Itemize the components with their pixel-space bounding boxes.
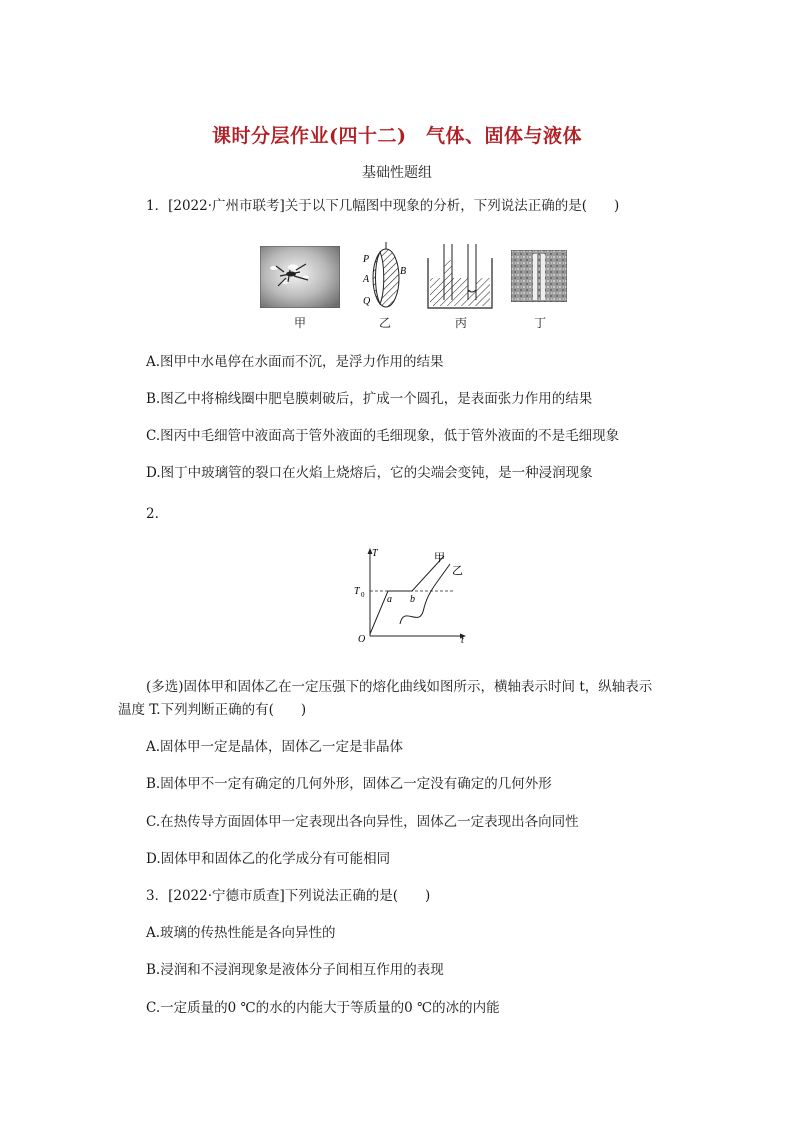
curve-yi — [400, 564, 450, 624]
q1-option-a: A.图甲中水黾停在水面而不沉，是浮力作用的结果 — [146, 354, 444, 370]
q3-option-c: C.一定质量的0 ℃的水的内能大于等质量的0 ℃的冰的内能 — [146, 1000, 500, 1016]
t0-label: T — [354, 586, 360, 597]
section-heading: 基础性题组 — [362, 165, 432, 181]
figure-label-jia: 甲 — [294, 316, 307, 330]
x-axis-label: t — [461, 635, 464, 644]
figure-jia-photo — [260, 246, 340, 308]
q1-option-d: D.图丁中玻璃管的裂口在火焰上烧熔后，它的尖端会变钝，是一种浸润现象 — [146, 465, 593, 481]
question-2-stem-line2: 温度 T.下列判断正确的有( ) — [118, 702, 307, 718]
origin-label: O — [358, 634, 366, 644]
yi-label-b: B — [400, 266, 407, 277]
q2-option-d: D.固体甲和固体乙的化学成分有可能相同 — [146, 851, 391, 867]
figure-yi-soap-film-ring — [360, 242, 410, 312]
t0-subscript: 0 — [361, 591, 365, 599]
yi-label-p: P — [363, 254, 370, 265]
q1-option-c: C.图丙中毛细管中液面高于管外液面的毛细现象，低于管外液面的不是毛细现象 — [146, 428, 620, 444]
figure-label-bing: 丙 — [455, 316, 468, 330]
melting-curve-graph — [350, 544, 470, 644]
q1-option-b: B.图乙中将棉线圈中肥皂膜刺破后，扩成一个圆孔，是表面张力作用的结果 — [146, 391, 593, 407]
figure-bing-capillary — [426, 242, 494, 310]
yi-label-q: Q — [363, 296, 371, 307]
q2-option-c: C.在热传导方面固体甲一定表现出各向异性，固体乙一定表现出各向同性 — [146, 814, 579, 830]
point-a-label: a — [387, 594, 392, 605]
q3-option-b: B.浸润和不浸润现象是液体分子间相互作用的表现 — [146, 962, 444, 978]
curve-yi-label: 乙 — [452, 564, 463, 577]
yi-label-a: A — [363, 274, 370, 285]
q3-option-a: A.玻璃的传热性能是各向异性的 — [146, 925, 336, 941]
q2-option-a: A.固体甲一定是晶体，固体乙一定是非晶体 — [146, 739, 404, 755]
curve-jia — [370, 556, 444, 634]
figure-ding-glass-tube-photo — [511, 250, 567, 302]
y-axis-label: T — [372, 548, 378, 559]
curve-jia-label: 甲 — [434, 551, 445, 564]
question-3-stem: 3．[2022·宁德市质查]下列说法正确的是( ) — [146, 888, 431, 904]
question-2-number: 2. — [146, 506, 159, 522]
q2-option-b: B.固体甲不一定有确定的几何外形，固体乙一定没有确定的几何外形 — [146, 776, 552, 792]
figure-label-yi: 乙 — [379, 316, 392, 330]
page-title: 课时分层作业(四十二) 气体、固体与液体 — [212, 125, 582, 147]
figure-label-ding: 丁 — [534, 316, 547, 330]
question-1-stem: 1．[2022·广州市联考]关于以下几幅图中现象的分析，下列说法正确的是( ) — [146, 198, 620, 214]
question-2-stem-line1: (多选)固体甲和固体乙在一定压强下的熔化曲线如图所示，横轴表示时间 t，纵轴表示 — [146, 679, 653, 695]
point-b-label: b — [410, 594, 415, 605]
